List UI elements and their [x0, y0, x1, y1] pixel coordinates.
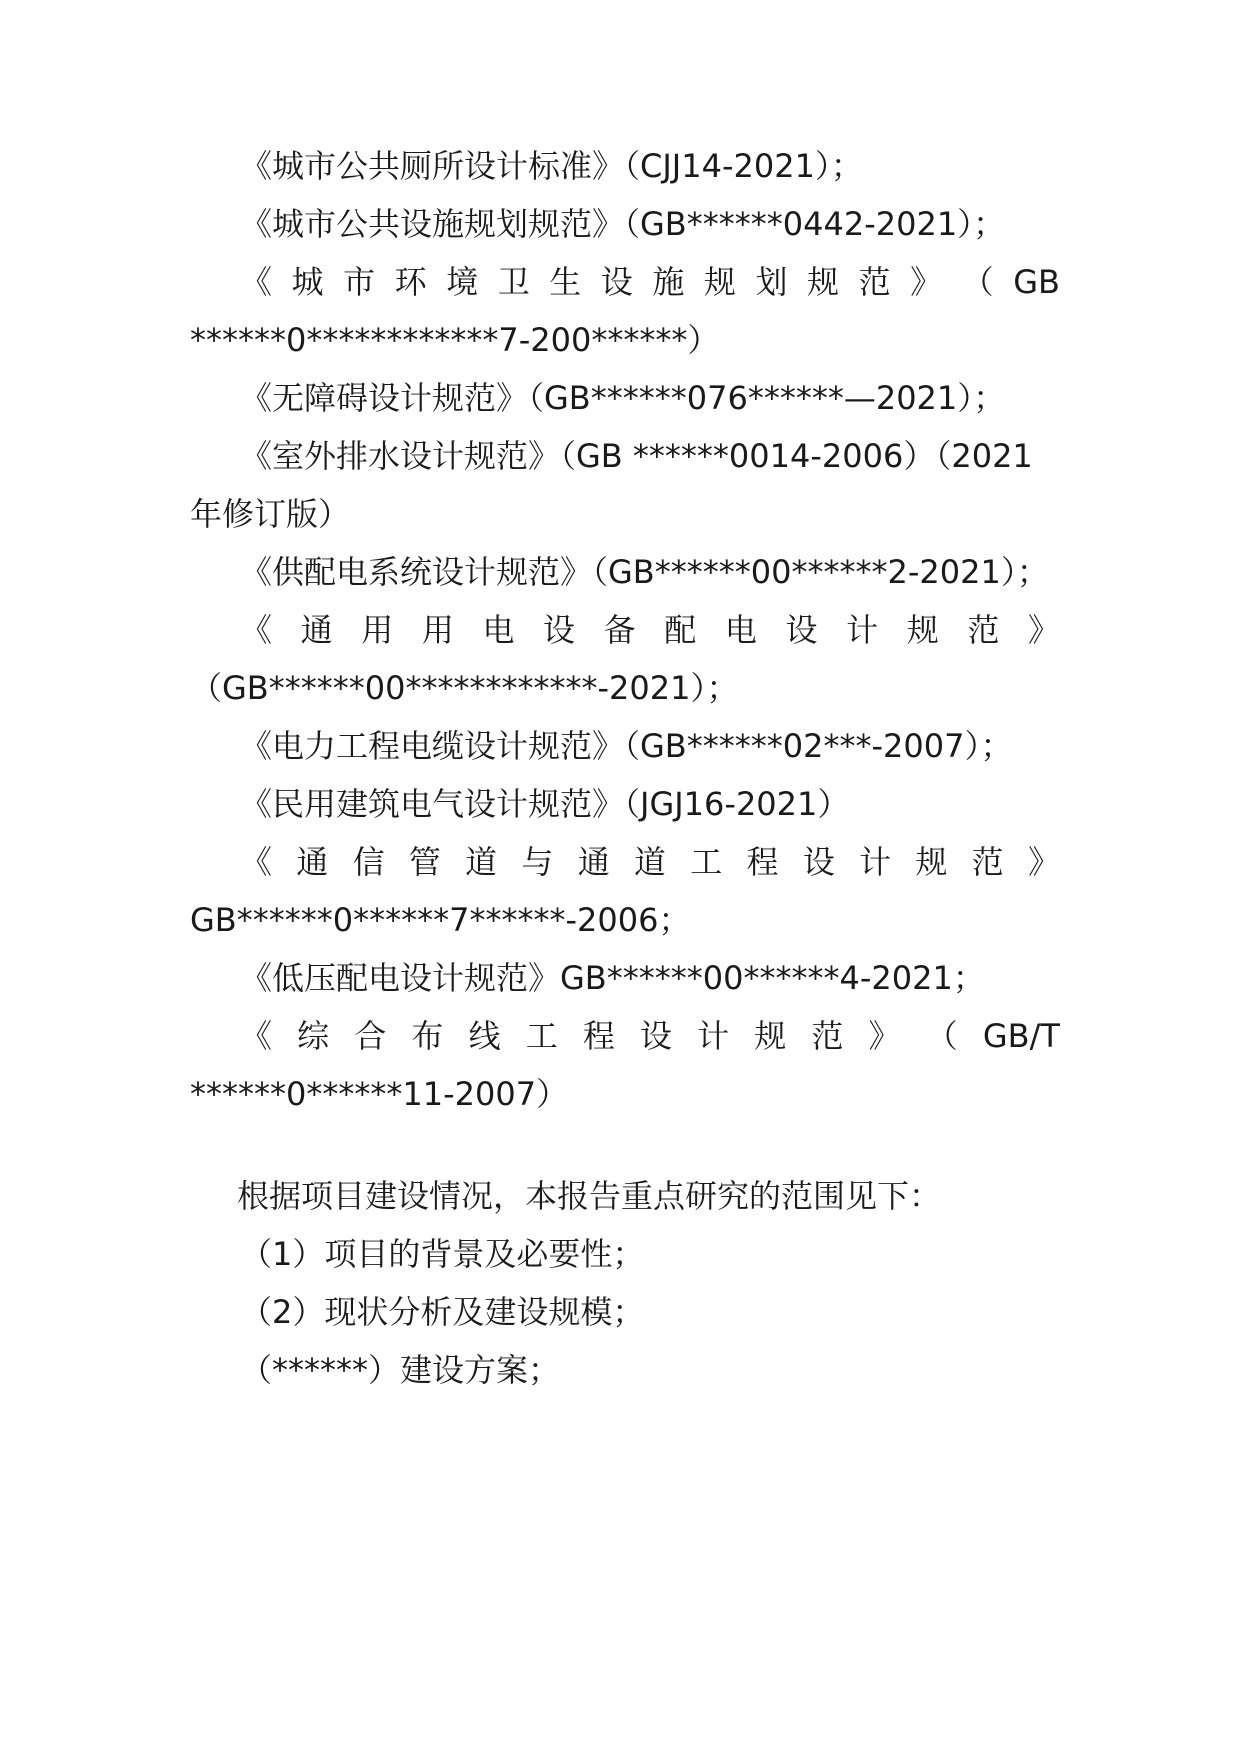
char: 合: [354, 1017, 387, 1055]
char: 规: [906, 611, 939, 649]
char: 施: [652, 263, 685, 301]
char: 工: [525, 1017, 558, 1055]
standard-item-2: 《城市公共设施规划规范》（GB******0442-2021）；: [240, 205, 1006, 243]
standard-item-9: 《民用建筑电气设计规范》（JGJ16-2021）: [240, 785, 850, 823]
char: 道: [465, 843, 498, 881]
char: 与: [521, 843, 554, 881]
scope-item-2: （2）现状分析及建设规模；: [240, 1293, 645, 1331]
standard-item-5-line2: 年修订版）: [190, 495, 351, 533]
scope-item-1: （1）项目的背景及必要性；: [240, 1235, 645, 1273]
char: 布: [411, 1017, 444, 1055]
char: 《: [240, 843, 273, 881]
char: 范: [858, 263, 891, 301]
char: （: [961, 263, 994, 301]
char: 范: [967, 611, 1000, 649]
char: 卫: [497, 263, 530, 301]
char: 程: [746, 843, 779, 881]
char: （: [925, 1017, 958, 1055]
char: 》: [910, 263, 943, 301]
char: 设: [785, 611, 818, 649]
char: 设: [543, 611, 576, 649]
char: 信: [352, 843, 385, 881]
char: 程: [582, 1017, 615, 1055]
char: 》: [868, 1017, 901, 1055]
char: 设: [802, 843, 835, 881]
char: 用: [361, 611, 394, 649]
char: 设: [600, 263, 633, 301]
char: 规: [915, 843, 948, 881]
standard-item-6: 《供配电系统设计规范》（GB******00******2-2021）；: [240, 553, 1049, 591]
char: 》: [1027, 611, 1060, 649]
char: 城: [291, 263, 324, 301]
standard-item-5-line1: 《室外排水设计规范》（GB ******0014-2006）（2021: [240, 437, 1033, 475]
standard-item-7-line1: [240, 610, 1060, 650]
standard-item-3-line1: [240, 262, 1060, 302]
char: 范: [971, 843, 1004, 881]
char: 规: [703, 263, 736, 301]
standard-item-7-line2: （GB******00************-2021）；: [190, 669, 739, 707]
char: 通: [577, 843, 610, 881]
standard-item-1: 《城市公共厕所设计标准》（CJJ14-2021）；: [240, 147, 863, 185]
standard-item-12-line1: [240, 1016, 1060, 1056]
char: 通: [300, 611, 333, 649]
scope-item-3: （******）建设方案；: [240, 1351, 561, 1389]
char: 范: [811, 1017, 844, 1055]
char: 线: [468, 1017, 501, 1055]
char: 环: [394, 263, 427, 301]
char: 计: [846, 611, 879, 649]
char: 划: [755, 263, 788, 301]
char: 市: [343, 263, 376, 301]
char: 生: [549, 263, 582, 301]
char: 计: [859, 843, 892, 881]
char: GB: [1013, 263, 1060, 301]
standard-item-8: 《电力工程电缆设计规范》（GB******02***-2007）；: [240, 727, 1013, 765]
char: 规: [754, 1017, 787, 1055]
standard-item-12-line2: ******0******11-2007）: [190, 1075, 569, 1113]
char: 境: [446, 263, 479, 301]
char: 计: [697, 1017, 730, 1055]
standard-item-3-line2: ******0************7-200******）: [190, 321, 720, 359]
char: 《: [240, 263, 273, 301]
char: GB/T: [982, 1017, 1060, 1055]
char: 电: [724, 611, 757, 649]
char: 设: [639, 1017, 672, 1055]
char: 规: [807, 263, 840, 301]
char: 《: [240, 1017, 273, 1055]
char: 工: [690, 843, 723, 881]
scope-intro: 根据项目建设情况，本报告重点研究的范围见下：: [237, 1177, 942, 1215]
char: 配: [664, 611, 697, 649]
standard-item-11: 《低压配电设计规范》GB******00******4-2021；: [240, 959, 985, 997]
standard-item-10-line1: [240, 842, 1060, 882]
char: 通: [296, 843, 329, 881]
char: 综: [297, 1017, 330, 1055]
char: 电: [482, 611, 515, 649]
char: 《: [240, 611, 273, 649]
char: 》: [1027, 843, 1060, 881]
char: 管: [408, 843, 441, 881]
char: 备: [603, 611, 636, 649]
standard-item-10-line2: GB******0******7******-2006；: [190, 901, 691, 939]
standard-item-4: 《无障碍设计规范》（GB******076******—2021）；: [240, 379, 1006, 417]
char: 道: [633, 843, 666, 881]
char: 用: [421, 611, 454, 649]
